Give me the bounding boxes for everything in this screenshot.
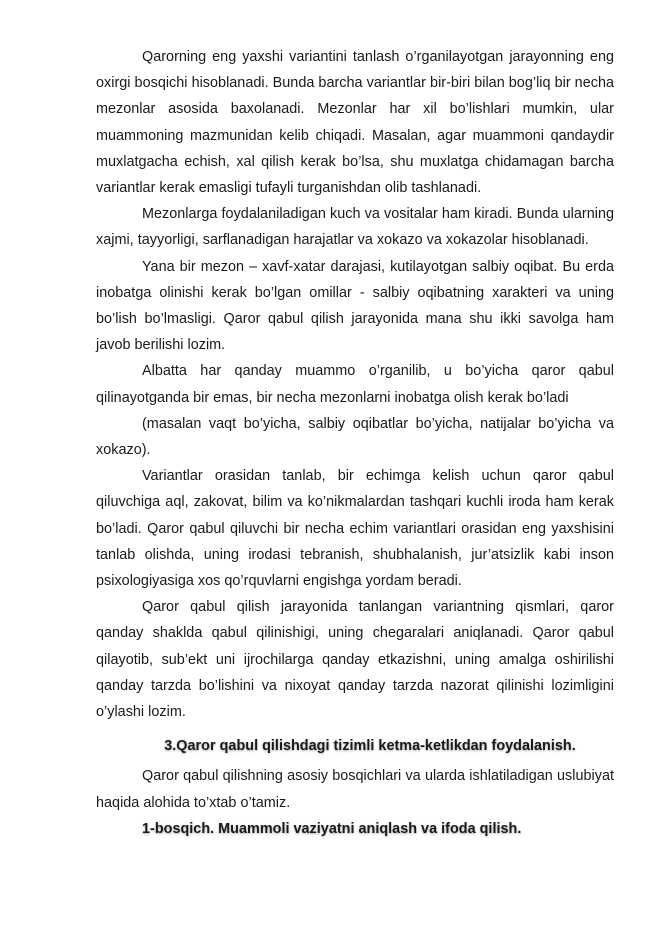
paragraph-decision-form: Qaror qabul qilish jarayonida tanlangan variantning qismlari, qaror qanday shaklda qabul qilinishigi, uning chegaralari aniqlanadi. Qaror qabul qilayotib, sub’ekt uni ijrochilarga qanday etkazishni, uning amalga oshirilishi qanday tarzda bo’lishini va nixoyat qanday tarzda nazorat qilinishi lozimligini o’ylashi lozim. [96,599,614,721]
document-page [96,44,614,842]
paragraph-criteria-examples: (masalan vaqt bo’yicha, salbiy oqibatlar bo’yicha, natijalar bo’yicha va xokazo). [96,415,614,459]
paragraph-willpower: Variantlar orasidan tanlab, bir echimga kelish uchun qaror qabul qiluvchiga aql, zakovat, bilim va ko’nikmalardan tashqari kuchli iroda ham kerak bo’ladi. Qaror qabul qiluvchi bir necha echim variantlari orasidan eng yaxshisini tanlab olishda, uning irodasi tebranish, shubhalanish, jur’atsizlik kabi inson psixologiyasiga xos qo’rquvlarni engishga yordam beradi. [96,468,614,590]
step-heading: 1-bosqich. Muammoli vaziyatni aniqlash va ifoda qilish. [142,820,522,837]
paragraph-multiple-criteria: Albatta har qanday muammo o’rganilib, u bo’yicha qaror qabul qilinayotganda bir emas, bir necha mezonlarni inobatga olish kerak bo’ladi [96,363,614,406]
paragraph-criteria-resources: Mezonlarga foydalaniladigan kuch va vositalar ham kiradi. Bunda ularning xajmi, tayyorligi, sarflanadigan harajatlar va xokazo va xokazolar hisoblanadi. [96,206,614,249]
paragraph-best-variant: Qarorning eng yaxshi variantini tanlash o’rganilayotgan jarayonning eng oxirgi bosqichi hisoblanadi. Bunda barcha variantlar bir-biri bilan bog’liq bir necha mezonlar asosida baxolanadi. Mezonlar har xil bo’lishlari mumkin, ular muammoning mazmunidan kelib chiqadi. Masalan, agar muammoni qandaydir muxlatgacha echish, xal qilish kerak bo’lsa, shu muxlatga chidamagan barcha variantlar kerak emasligi tufayli turganishdan olib tashlanadi. [96,49,614,197]
paragraph-risk-criterion: Yana bir mezon – xavf-xatar darajasi, kutilayotgan salbiy oqibat. Bu erda inobatga olinishi kerak bo’lgan omillar - salbiy oqibatning xarakteri va uning bo’lish bo’lmasligi. Qaror qabul qilish jarayonida mana shu ikki savolga ham javob berilishi lozim. [96,258,614,354]
section-intro-paragraph: Qaror qabul qilishning asosiy bosqichlari va ularda ishlatiladigan uslubiyat haqida alohida to’xtab o’tamiz. [96,768,614,811]
section-heading: 3.Qaror qabul qilishdagi tizimli ketma-ketlikdan foydalanish. [164,738,576,755]
